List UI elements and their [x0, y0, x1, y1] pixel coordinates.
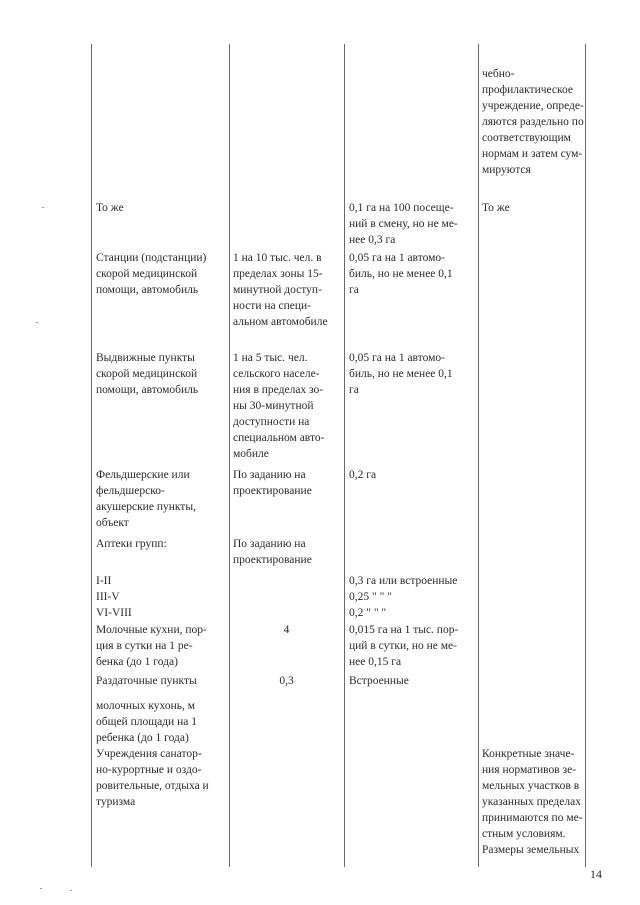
cell-line: 0,015 га на 1 тыс. пор-	[349, 624, 459, 636]
cell-line: га	[349, 384, 359, 396]
cell-line: Встроенные	[349, 675, 409, 687]
cell-line: минутной доступ-	[233, 284, 322, 296]
table-cell-capacity-norm	[233, 250, 328, 330]
cell-line: Молочные кухни, пор-	[96, 624, 207, 636]
table-cell-name	[96, 746, 209, 810]
cell-line: 4	[283, 624, 290, 636]
cell-line: 0,3	[279, 675, 294, 687]
cell-line: ций в сутки, но не ме-	[349, 640, 457, 652]
table-cell-name	[96, 200, 124, 216]
cell-line: 1 на 5 тыс. чел.	[233, 352, 308, 364]
cell-line: I-II	[96, 575, 112, 587]
cell-line: Размеры земельных	[482, 844, 580, 856]
cell-line: бенка (до 1 года)	[96, 656, 178, 668]
cell-line: ны 30-минутной	[233, 400, 314, 412]
cell-line: нее 0,3 га	[349, 234, 396, 246]
cell-line: ности на специ-	[233, 300, 311, 312]
cell-line: фельдшерско-	[96, 485, 165, 497]
cell-line: ция в сутки на 1 ре-	[96, 640, 193, 652]
cell-line: Фельдшерские или	[96, 469, 190, 481]
table-cell-name	[96, 350, 198, 398]
cell-line: ляются раздельно по	[482, 116, 584, 128]
cell-line: пределах зоны 15-	[233, 268, 323, 280]
cell-line: помощи, автомобиль	[96, 284, 199, 296]
cell-line: сельского населе-	[233, 368, 320, 380]
table-cell-land-norm	[349, 467, 376, 483]
cell-line: ребенка (до 1 года)	[96, 732, 189, 744]
cell-line: 0,1 га на 100 посеще-	[349, 202, 454, 214]
cell-line: стным условиям.	[482, 828, 566, 840]
page-number: 14	[590, 867, 602, 881]
cell-line: га	[349, 284, 359, 296]
cell-line: Конкретные значе-	[482, 748, 575, 760]
table-cell-land-norm	[349, 622, 458, 670]
cell-line: нормам и затем сум-	[482, 148, 583, 160]
cell-line: 1 на 10 тыс. чел. в	[233, 252, 322, 264]
table-cell-name	[96, 673, 197, 689]
table-cell-name	[96, 467, 196, 531]
cell-line: но-курортные и оздо-	[96, 764, 202, 776]
cell-line: общей площади на 1	[96, 716, 197, 728]
table-cell-name	[96, 698, 197, 746]
cell-line: 0,25 " " "	[349, 591, 392, 603]
table-cell-name	[96, 622, 207, 670]
cell-line: 0,2 " " "	[349, 607, 387, 619]
table-cell-capacity-norm	[229, 622, 344, 638]
cell-line: мельных участков в	[482, 780, 580, 792]
cell-line: профилактическое	[482, 84, 573, 96]
cell-line: Станции (подстанции)	[96, 252, 207, 264]
cell-line: ния нормативов зе-	[482, 764, 577, 776]
table-cell-capacity-norm	[233, 350, 324, 462]
cell-line: То же	[482, 202, 510, 214]
table-column-divider-2	[344, 44, 345, 867]
cell-line: 0,05 га на 1 автомо-	[349, 352, 445, 364]
cell-line: 0,05 га на 1 автомо-	[349, 252, 445, 264]
table-column-divider-1	[229, 44, 230, 867]
cell-line: указанных пределах	[482, 796, 581, 808]
cell-line: помощи, автомобиль	[96, 384, 199, 396]
table-cell-name	[96, 250, 206, 298]
cell-line: объект	[96, 517, 129, 529]
cell-line: альном автомобиле	[233, 316, 328, 328]
cell-line: III-V	[96, 591, 120, 603]
cell-line: Раздаточные пункты	[96, 675, 197, 687]
scan-speck	[42, 207, 44, 208]
table-cell-land-norm	[349, 250, 453, 298]
table-cell-name	[96, 573, 132, 621]
cell-line: акушерские пункты,	[96, 501, 196, 513]
table-cell-capacity-norm	[233, 536, 312, 568]
cell-line: принимаются по ме-	[482, 812, 583, 824]
cell-line: молочных кухонь, м	[96, 700, 196, 712]
cell-line: То же	[96, 202, 124, 214]
cell-line: ний в смену, но не ме-	[349, 218, 458, 230]
cell-line: ровительные, отдыха и	[96, 780, 209, 792]
cell-line: мируются	[482, 164, 531, 176]
cell-line: Выдвижные пункты	[96, 352, 195, 364]
table-cell-capacity-norm	[229, 673, 344, 689]
table-cell-note	[482, 200, 510, 216]
table-cell-name	[96, 536, 167, 552]
cell-line: По заданию на	[233, 469, 306, 481]
table-cell-land-norm	[349, 573, 457, 621]
cell-line: По заданию на	[233, 538, 306, 550]
table-cell-land-norm	[349, 200, 458, 248]
cell-line: скорой медицинской	[96, 368, 198, 380]
cell-line: проектирование	[233, 485, 312, 497]
cell-line: биль, но не менее 0,1	[349, 368, 453, 380]
table-cell-land-norm	[349, 673, 409, 689]
cell-line: соответствующим	[482, 132, 571, 144]
cell-line: доступности на	[233, 416, 310, 428]
table-cell-note-continuation	[482, 66, 584, 178]
table-cell-land-norm	[349, 350, 453, 398]
table-cell-note	[482, 746, 583, 858]
cell-line: 0,3 га или встроенные	[349, 575, 458, 587]
table-column-divider-3	[478, 44, 479, 867]
cell-line: проектирование	[233, 554, 312, 566]
cell-line: Аптеки групп:	[96, 538, 167, 550]
cell-line: чебно-	[482, 68, 515, 80]
table-cell-capacity-norm	[233, 467, 312, 499]
scan-speck	[36, 322, 38, 323]
cell-line: специальном авто-	[233, 432, 325, 444]
table-border-left	[91, 44, 92, 867]
cell-line: нее 0,15 га	[349, 656, 402, 668]
cell-line: ния в пределах зо-	[233, 384, 324, 396]
cell-line: Учреждения санатор-	[96, 748, 202, 760]
cell-line: мобиле	[233, 448, 269, 460]
cell-line: VI-VIII	[96, 607, 132, 619]
cell-line: скорой медицинской	[96, 268, 198, 280]
cell-line: 0,2 га	[349, 469, 377, 481]
cell-line: учреждение, опреде-	[482, 100, 584, 112]
scan-speck	[40, 888, 42, 889]
scan-speck	[70, 890, 72, 891]
cell-line: туризма	[96, 796, 136, 808]
table-border-right	[585, 44, 586, 867]
cell-line: биль, но не менее 0,1	[349, 268, 453, 280]
